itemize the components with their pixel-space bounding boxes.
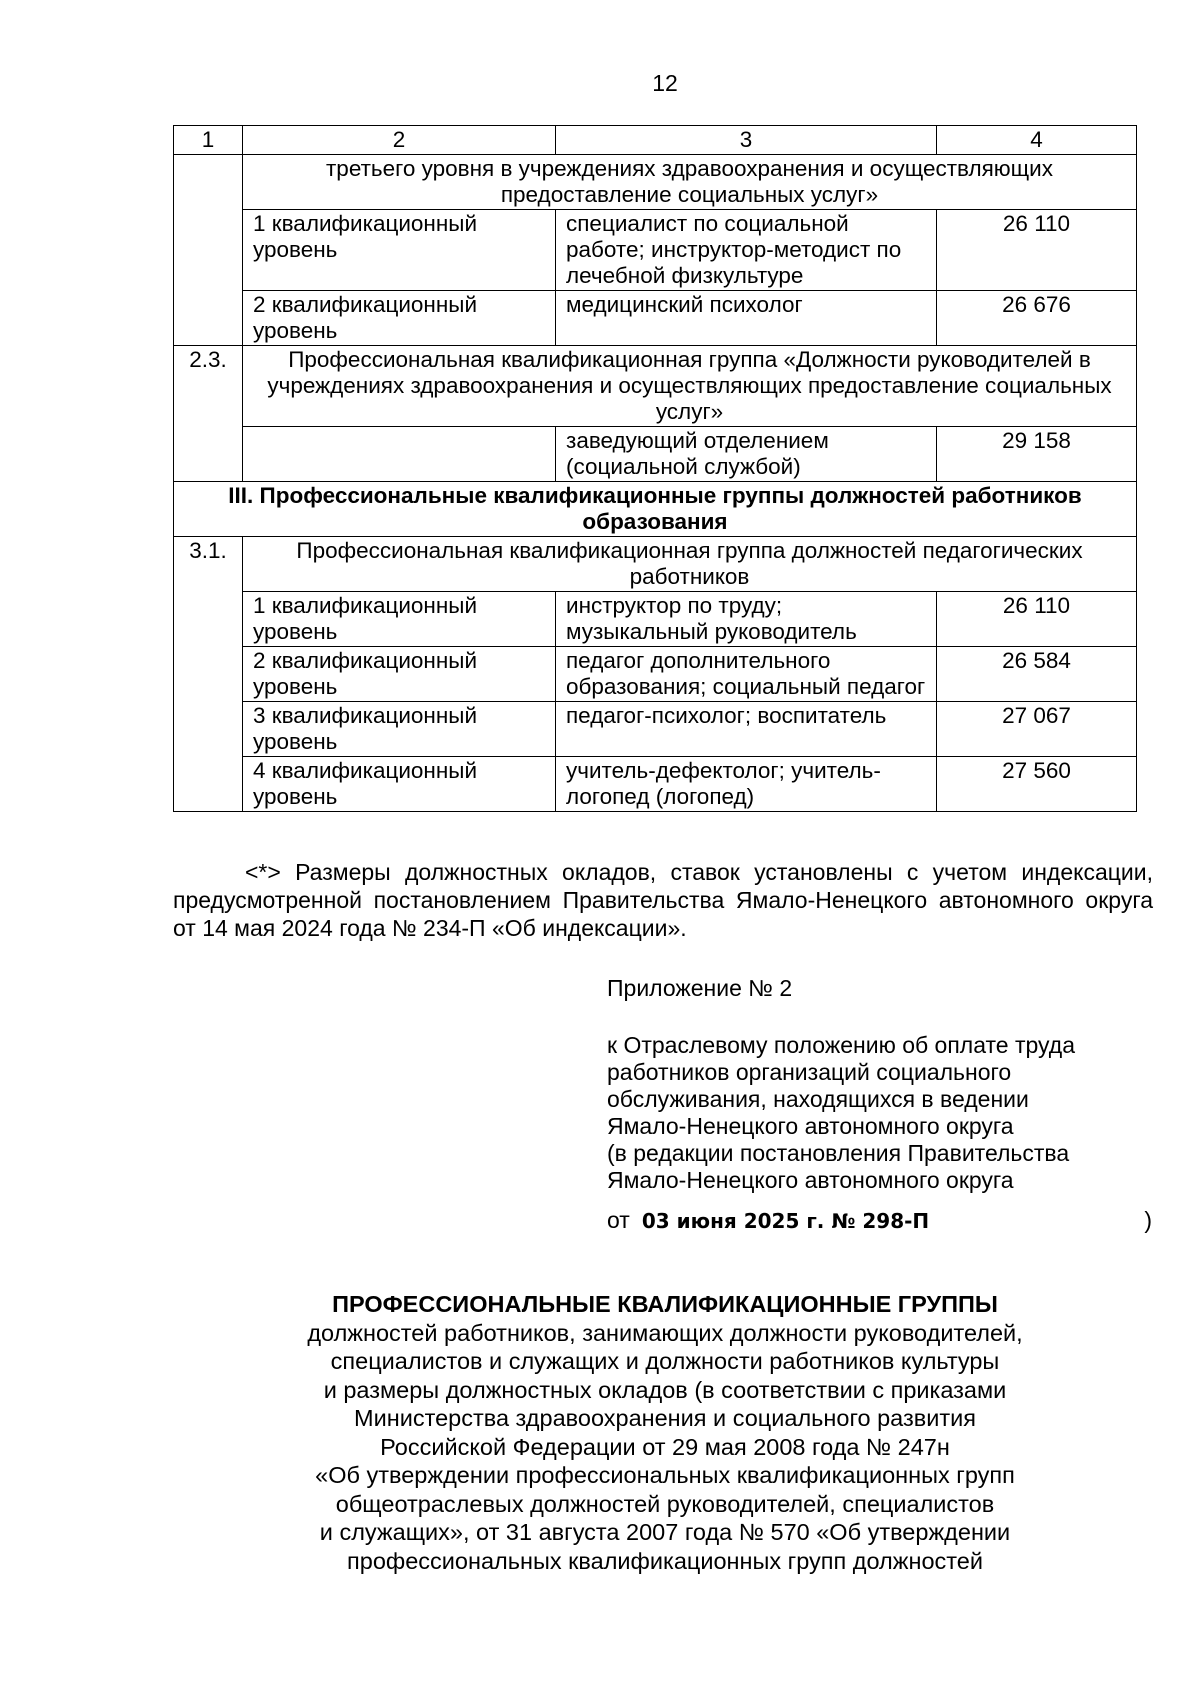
heading-line: общеотраслевых должностей руководителей, специалистов bbox=[335, 1490, 995, 1517]
qualification-level-cell: 3 квалификационный уровень bbox=[243, 702, 556, 757]
appendix-reference-line: Ямало-Ненецкого автономного округа bbox=[607, 1113, 1014, 1139]
qualification-level-cell bbox=[243, 427, 556, 482]
footnote-paragraph: <*> Размеры должностных окладов, ставок установлены с учетом индексации, предусмотренной постановлением Правительства Ямало-Ненецкого автономного округа от 14 мая 2024 года № 234-П «Об индексации». bbox=[173, 859, 1153, 941]
appendix-reference-line: Ямало-Ненецкого автономного округа bbox=[607, 1167, 1014, 1193]
heading-line: Российской Федерации от 29 мая 2008 года № 247н bbox=[380, 1433, 950, 1460]
salary-cell: 26 676 bbox=[937, 291, 1137, 346]
positions-cell: педагог дополнительного образования; социальный педагог bbox=[556, 647, 937, 702]
appendix-reference-line: к Отраслевому положению об оплате труда bbox=[607, 1032, 1075, 1058]
salary-cell: 27 560 bbox=[937, 757, 1137, 812]
salary-cell: 26 584 bbox=[937, 647, 1137, 702]
table-row bbox=[174, 427, 1137, 482]
heading-line: «Об утверждении профессиональных квалификационных групп bbox=[315, 1462, 1015, 1488]
salary-cell: 26 110 bbox=[937, 210, 1137, 291]
positions-cell: учитель-дефектолог; учитель-логопед (логопед) bbox=[556, 757, 937, 812]
table-row bbox=[174, 757, 1137, 812]
group-name-cell: Профессиональная квалификационная группа «Должности руководителей в учреждениях здравоохранения и осуществляющих предоставление социальных услуг» bbox=[243, 346, 1137, 427]
group-name-cell: третьего уровня в учреждениях здравоохранения и осуществляющих предоставление социальных услуг» bbox=[243, 155, 1137, 210]
qualification-level-cell: 2 квалификационный уровень bbox=[243, 291, 556, 346]
table-header-cell: 4 bbox=[937, 126, 1137, 155]
heading-line: должностей работников, занимающих должности руководителей, bbox=[307, 1319, 1023, 1346]
heading-line: и размеры должностных окладов (в соответствии с приказами bbox=[323, 1376, 1007, 1403]
table-row bbox=[174, 702, 1137, 757]
row-number-cell: 3.1. bbox=[174, 537, 243, 812]
table-row bbox=[174, 592, 1137, 647]
salary-table bbox=[173, 125, 1137, 812]
salary-cell: 29 158 bbox=[937, 427, 1137, 482]
qualification-level-cell: 1 квалификационный уровень bbox=[243, 592, 556, 647]
appendix-reference-line: обслуживания, находящихся в ведении bbox=[607, 1086, 1029, 1112]
salary-cell: 27 067 bbox=[937, 702, 1137, 757]
appendix-reference bbox=[607, 1032, 1152, 1194]
positions-cell: медицинский психолог bbox=[556, 291, 937, 346]
positions-cell: заведующий отделением (социальной службой) bbox=[556, 427, 937, 482]
appendix-date-line bbox=[607, 1207, 1152, 1235]
row-number-cell: 2.3. bbox=[174, 346, 243, 482]
heading-line: Министерства здравоохранения и социального развития bbox=[354, 1405, 976, 1431]
heading-line: и служащих», от 31 августа 2007 года № 570 «Об утверждении bbox=[319, 1519, 1011, 1545]
heading-line: профессиональных квалификационных групп должностей bbox=[347, 1547, 983, 1574]
table-row bbox=[174, 155, 1137, 210]
table-section-row bbox=[174, 482, 1137, 537]
table-row bbox=[174, 537, 1137, 592]
table-header-row bbox=[174, 126, 1137, 155]
appendix-reference-line: работников организаций социального bbox=[607, 1059, 1012, 1085]
resolution-date: 03 июня 2025 г. № 298-П bbox=[641, 1209, 930, 1233]
table-header-cell: 1 bbox=[174, 126, 243, 155]
closing-parenthesis: ) bbox=[1144, 1207, 1152, 1233]
qualification-level-cell: 2 квалификационный уровень bbox=[243, 647, 556, 702]
table-row bbox=[174, 210, 1137, 291]
table-header-cell: 2 bbox=[243, 126, 556, 155]
qualification-level-cell: 4 квалификационный уровень bbox=[243, 757, 556, 812]
date-prefix: от bbox=[607, 1207, 630, 1233]
heading-title: ПРОФЕССИОНАЛЬНЫЕ КВАЛИФИКАЦИОННЫЕ ГРУППЫ bbox=[332, 1291, 998, 1317]
table-row bbox=[174, 647, 1137, 702]
group-name-cell: Профессиональная квалификационная группа должностей педагогических работников bbox=[243, 537, 1137, 592]
salary-cell: 26 110 bbox=[937, 592, 1137, 647]
row-number-cell bbox=[174, 155, 243, 346]
table-row bbox=[174, 291, 1137, 346]
table-header-cell: 3 bbox=[556, 126, 937, 155]
positions-cell: специалист по социальной работе; инструктор-методист по лечебной физкультуре bbox=[556, 210, 937, 291]
positions-cell: инструктор по труду; музыкальный руководитель bbox=[556, 592, 937, 647]
section-heading-cell: III. Профессиональные квалификационные группы должностей работников образования bbox=[174, 482, 1137, 537]
document-heading bbox=[200, 1290, 1130, 1575]
page-number: 12 bbox=[652, 70, 678, 96]
positions-cell: педагог-психолог; воспитатель bbox=[556, 702, 937, 757]
table-row bbox=[174, 346, 1137, 427]
heading-line: специалистов и служащих и должности работников культуры bbox=[330, 1348, 1000, 1374]
qualification-level-cell: 1 квалификационный уровень bbox=[243, 210, 556, 291]
appendix-title: Приложение № 2 bbox=[607, 975, 793, 1001]
appendix-reference-line: (в редакции постановления Правительства bbox=[607, 1140, 1070, 1166]
